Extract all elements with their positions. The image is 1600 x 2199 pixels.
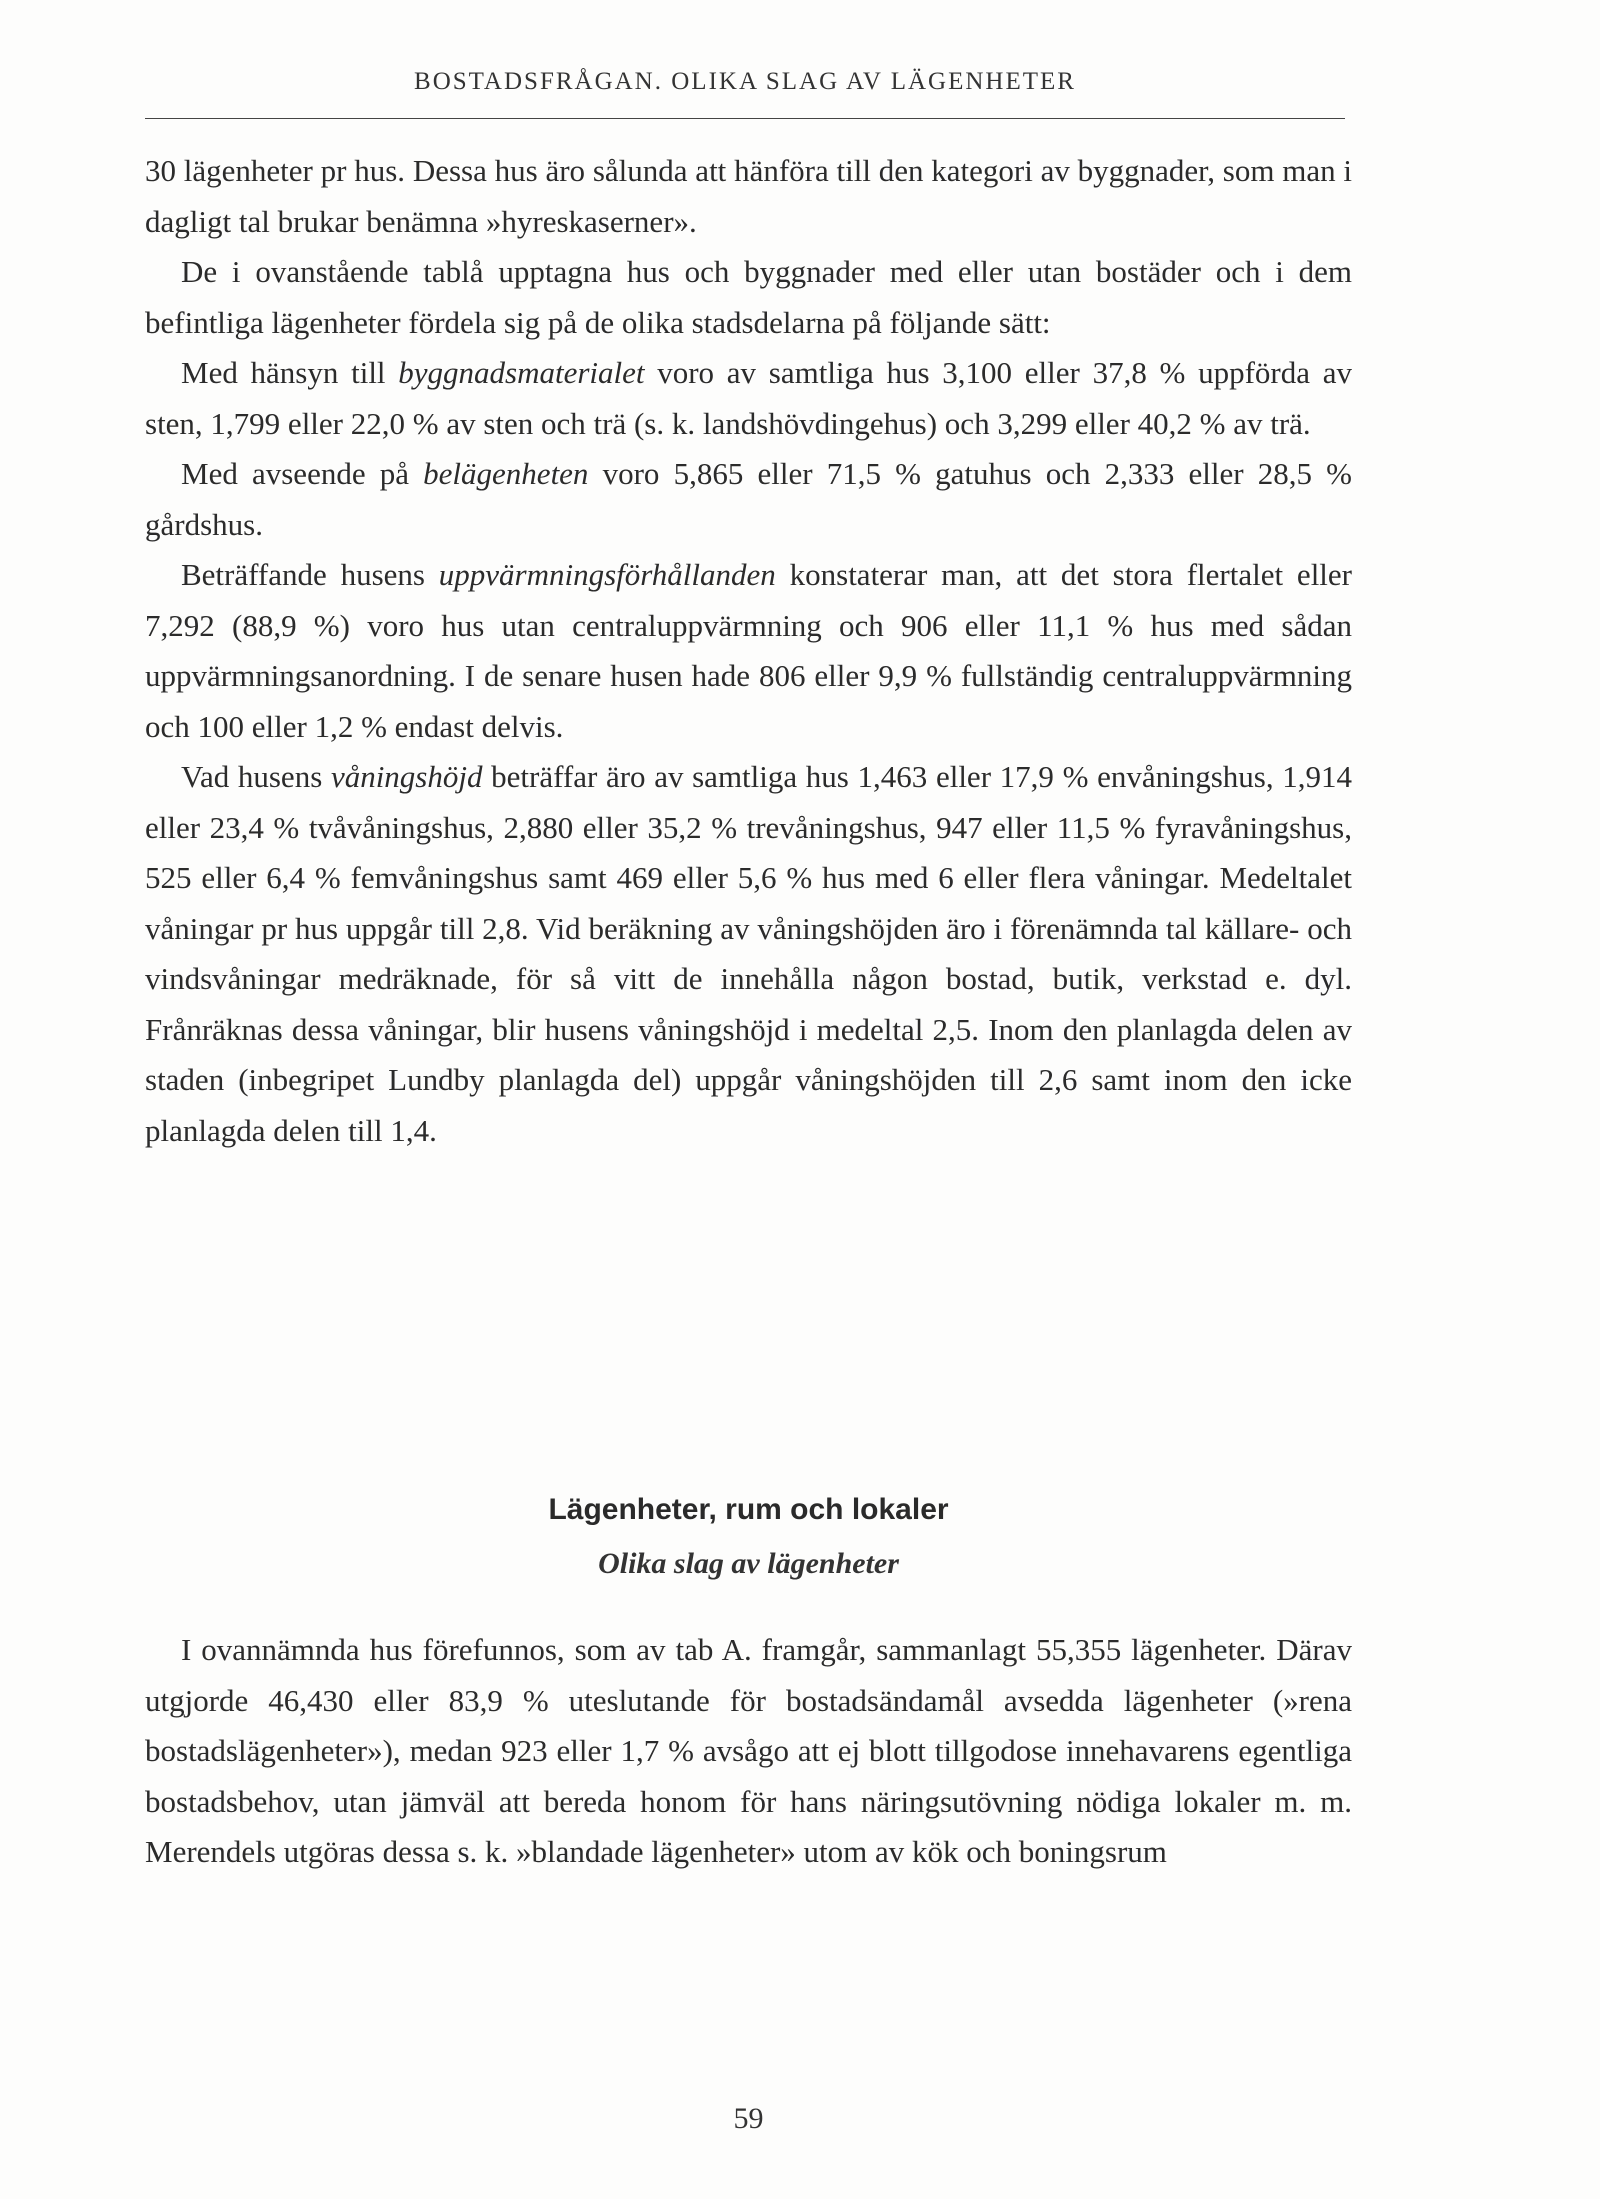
- paragraph-building-material: [145, 348, 1352, 449]
- section-title: Lägenheter, rum och lokaler: [548, 1493, 949, 1526]
- paragraph-emphasis: belägenheten: [423, 456, 589, 491]
- paragraph-text: 30 lägenheter pr hus. Dessa hus äro sålunda att hänföra till den kategori av byggnader, som man i dagligt tal brukar benämna »hyreskaserner».: [145, 153, 1352, 239]
- running-head: BOSTADSFRÅGAN. OLIKA SLAG AV LÄGENHETER: [414, 68, 1076, 95]
- section-paragraph: I ovannämnda hus förefunnos, som av tab A. framgår, sammanlagt 55,355 lägenheter. Därav utgjorde 46,430 eller 83,9 % uteslutande för bostadsändamål avsedda lägenheter (»rena bostadslägenheter»), medan 923 eller 1,7 % avsågo att ej blott tillgodose innehavarens egentliga bostadsbehov, utan jämväl att bereda honom för hans näringsutövning nödiga lokaler m. m. Merendels utgöras dessa s. k. »blandade lägenheter» utom av kök och boningsrum: [145, 1632, 1352, 1869]
- paragraph-heating: [145, 550, 1352, 752]
- paragraph-emphasis: våningshöjd: [330, 759, 483, 794]
- paragraph-text-post: voro 5,865 eller 71,5 % gatuhus och 2,333 eller 28,5 % gårdshus.: [145, 456, 1352, 542]
- paragraph-text-pre: Vad husens: [181, 759, 331, 794]
- paragraph-distribution: [145, 247, 1352, 348]
- paragraph-emphasis: byggnadsmaterialet: [398, 355, 645, 390]
- paragraph-text-pre: Med hänsyn till: [181, 355, 399, 390]
- section-subtitle: Olika slag av lägenheter: [598, 1547, 899, 1580]
- section-body: [145, 1625, 1352, 1878]
- paragraph-emphasis: uppvärmningsförhållanden: [438, 557, 776, 592]
- body-text: [145, 146, 1352, 1156]
- page-number: 59: [733, 2102, 764, 2135]
- paragraph-text: De i ovanstående tablå upptagna hus och byggnader med eller utan bostäder och i dem befintliga lägenheter fördela sig på de olika stadsdelarna på följande sätt:: [145, 254, 1352, 340]
- paragraph-text-pre: Beträffande husens: [181, 557, 439, 592]
- paragraph-continuation: [145, 146, 1352, 247]
- paragraph-text-pre: Med avseende på: [181, 456, 424, 491]
- paragraph-storey-height: [145, 752, 1352, 1156]
- section-apartments: [145, 1485, 1352, 1878]
- paragraph-text-post: konstaterar man, att det stora flertalet eller 7,292 (88,9 %) voro hus utan centraluppvärmning och 906 eller 11,1 % hus med sådan uppvärmningsanordning. I de senare husen hade 806 eller 9,9 % fullständig centraluppvärmning och 100 eller 1,2 % endast delvis.: [145, 557, 1353, 744]
- paragraph-text-post: voro av samtliga hus 3,100 eller 37,8 % uppförda av sten, 1,799 eller 22,0 % av sten och trä (s. k. landshövdingehus) och 3,299 eller 40,2 % av trä.: [145, 355, 1352, 441]
- header-rule: [145, 118, 1345, 119]
- paragraph-location: [145, 449, 1352, 550]
- paragraph-text-post: beträffar äro av samtliga hus 1,463 eller 17,9 % envåningshus, 1,914 eller 23,4 % tvåvåningshus, 2,880 eller 35,2 % trevåningshus, 947 eller 11,5 % fyravåningshus, 525 eller 6,4 % femvåningshus samt 469 eller 5,6 % hus med 6 eller flera våningar. Medeltalet våningar pr hus uppgår till 2,8. Vid beräkning av våningshöjden äro i förenämnda tal källare- och vindsvåningar medräknade, för så vitt de innehålla någon bostad, butik, verkstad e. dyl. Frånräknas dessa våningar, blir husens våningshöjd i medeltal 2,5. Inom den planlagda delen av staden (inbegripet Lundby planlagda del) uppgår våningshöjden till 2,6 samt inom den icke planlagda delen till 1,4.: [145, 759, 1352, 1148]
